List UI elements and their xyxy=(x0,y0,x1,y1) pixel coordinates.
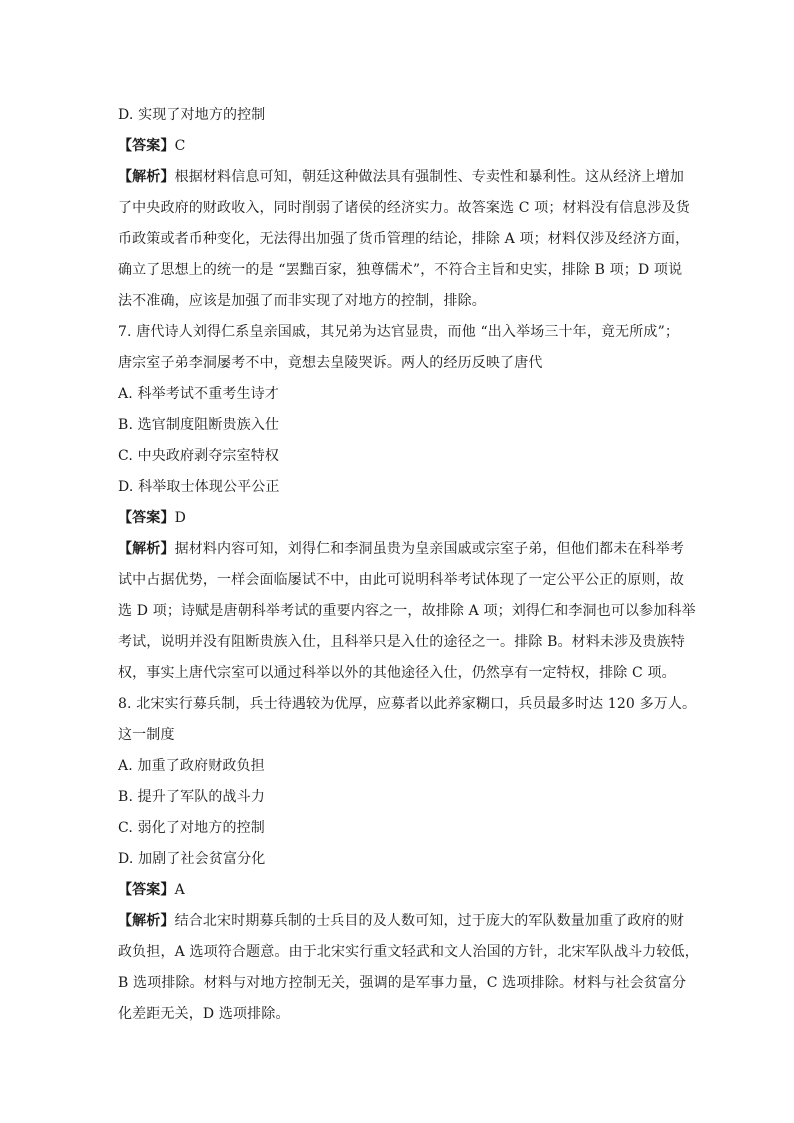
analysis-line: 【解析】结合北宋时期募兵制的士兵目的及人数可知，过于庞大的军队数量加重了政府的财 xyxy=(118,913,685,929)
q8-answer xyxy=(118,875,680,906)
analysis-line: 考试，说明并没有阻断贵族入仕，且科举只是入仕的途径之一。排除 B。材料未涉及贵族特 xyxy=(118,634,685,650)
analysis-line: 币政策或者币种变化，无法得出加强了货币管理的结论，排除 A 项；材料仅涉及经济方面， xyxy=(118,231,690,247)
q7-option-d: D. 科举取士体现公平公正 xyxy=(118,479,280,495)
q8-option-a: A. 加重了政府财政负担 xyxy=(118,758,265,774)
q8-option-b: B. 提升了军队的战斗力 xyxy=(118,789,265,805)
stem-line: 8. 北宋实行募兵制，兵士待遇较为优厚，应募者以此养家糊口，兵员最多时达 120 多万人。 xyxy=(118,696,697,712)
q8-option-d: D. 加剧了社会贫富分化 xyxy=(118,851,266,867)
analysis-line: 政负担，A 选项符合题意。由于北宋实行重文轻武和文人治国的方针，北宋军队战斗力较低， xyxy=(118,944,699,960)
analysis-line: 试中占据优势，一样会面临屡试不中，由此可说明科举考试体现了一定公平公正的原则，故 xyxy=(118,572,684,588)
document-page xyxy=(118,100,699,1030)
answer-value: A xyxy=(174,882,185,898)
q7-option-c: C. 中央政府剥夺宗室特权 xyxy=(118,448,280,464)
analysis-line: 确立了思想上的统一的是 “罢黜百家，独尊儒术”，不符合主旨和史实，排除 B 项；D 项说 xyxy=(118,262,683,278)
analysis-tag: 【解析】 xyxy=(118,913,175,929)
analysis-line: 法不准确，应该是加强了而非实现了对地方的控制，排除。 xyxy=(118,293,486,309)
q8-option-c: C. 弱化了对地方的控制 xyxy=(118,820,265,836)
answer-tag: 【答案】 xyxy=(118,138,175,154)
q8-analysis xyxy=(118,906,699,1030)
answer-tag: 【答案】 xyxy=(118,510,175,526)
q7-stem xyxy=(118,317,680,379)
q8-stem xyxy=(118,689,697,751)
analysis-tag: 【解析】 xyxy=(118,541,175,557)
analysis-line: 选 D 项；诗赋是唐朝科举考试的重要内容之一，故排除 A 项；刘得仁和李洞也可以参加科举 xyxy=(118,603,696,619)
analysis-line: B 选项排除。材料与对地方控制无关，强调的是军事力量，C 选项排除。材料与社会贫富分 xyxy=(118,975,687,991)
q7-answer xyxy=(118,503,680,534)
q7-analysis xyxy=(118,534,696,689)
analysis-line: 了中央政府的财政收入，同时削弱了诸侯的经济实力。故答案选 C 项；材料没有信息涉及货 xyxy=(118,200,690,216)
analysis-line: 权，事实上唐代宗室可以通过科举以外的其他途径入仕，仍然享有一定特权，排除 C 项。 xyxy=(118,665,676,681)
stem-line: 这一制度 xyxy=(118,727,175,743)
q7-option-b: B. 选官制度阻断贵族入仕 xyxy=(118,417,280,433)
stem-line: 7. 唐代诗人刘得仁系皇亲国戚，其兄弟为达官显贵，而他 “出入举场三十年，竟无所成”； xyxy=(118,324,680,340)
q6-option-d: D. 实现了对地方的控制 xyxy=(118,107,266,123)
analysis-tag: 【解析】 xyxy=(118,169,175,185)
q7-option-a: A. 科举考试不重考生诗才 xyxy=(118,386,279,402)
answer-value: D xyxy=(174,510,186,526)
q6-answer xyxy=(118,131,680,162)
q6-analysis xyxy=(118,162,690,317)
stem-line: 唐宗室子弟李洞屡考不中，竟想去皇陵哭诉。两人的经历反映了唐代 xyxy=(118,355,543,371)
analysis-line: 化差距无关，D 选项排除。 xyxy=(118,1006,290,1022)
answer-value: C xyxy=(174,138,186,154)
analysis-line: 【解析】根据材料信息可知，朝廷这种做法具有强制性、专卖性和暴利性。这从经济上增加 xyxy=(118,169,685,185)
analysis-line: 【解析】据材料内容可知，刘得仁和李洞虽贵为皇亲国戚或宗室子弟，但他们都未在科举考 xyxy=(118,541,685,557)
answer-tag: 【答案】 xyxy=(118,882,175,898)
